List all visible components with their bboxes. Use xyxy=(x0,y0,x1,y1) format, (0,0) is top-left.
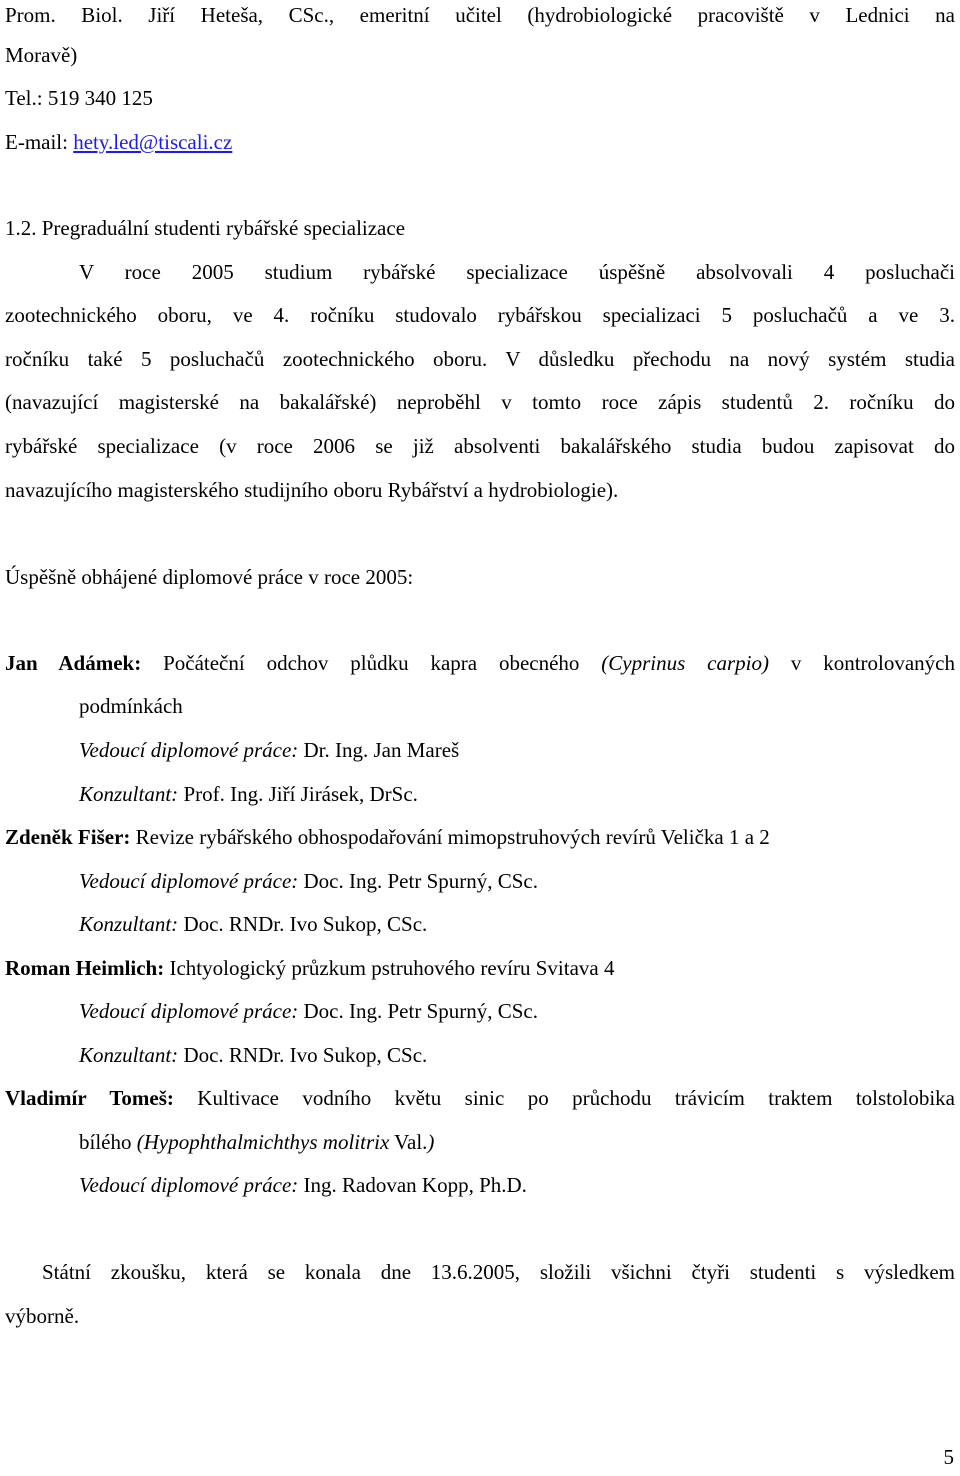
email-link[interactable]: hety.led@tiscali.cz xyxy=(73,130,233,154)
supervisor-label: Vedoucí diplomové práce: xyxy=(79,1173,299,1197)
thesis-4-title-line xyxy=(5,1086,955,1110)
consultant-label: Konzultant: xyxy=(79,782,179,806)
contact-line-2: Moravě) xyxy=(5,43,78,67)
thesis-4-title-cont-a: bílého xyxy=(79,1130,137,1154)
thesis-1-title-line xyxy=(5,651,955,675)
consultant-name: Doc. RNDr. Ivo Sukop, CSc. xyxy=(178,912,428,936)
supervisor-label: Vedoucí diplomové práce: xyxy=(79,738,299,762)
paragraph-line-2: zootechnického oboru, ve 4. ročníku studovalo rybářskou specializaci 5 posluchačů a ve 3. xyxy=(5,303,955,327)
supervisor-name: Ing. Radovan Kopp, Ph.D. xyxy=(298,1173,527,1197)
exam-line-1: Státní zkoušku, která se konala dne 13.6.2005, složili všichni čtyři studenti s výsledkem xyxy=(42,1260,955,1284)
paragraph-line-1: V roce 2005 studium rybářské specializace úspěšně absolvovali 4 posluchači xyxy=(79,260,955,284)
email-label: E-mail: xyxy=(5,130,74,154)
thesis-3-title-line xyxy=(5,956,955,980)
page-number: 5 xyxy=(943,1445,954,1469)
supervisor-name: Doc. Ing. Petr Spurný, CSc. xyxy=(298,999,539,1023)
thesis-1-consultant xyxy=(79,782,955,806)
thesis-1-title-italic: (Cyprinus carpio) xyxy=(601,651,769,675)
thesis-2-supervisor xyxy=(79,869,955,893)
contact-line-1: Prom. Biol. Jiří Heteša, CSc., emeritní učitel (hydrobiologické pracoviště v Lednici na xyxy=(5,3,955,27)
supervisor-label: Vedoucí diplomové práce: xyxy=(79,999,299,1023)
paragraph-line-3: ročníku také 5 posluchačů zootechnického oboru. V důsledku přechodu na nový systém studia xyxy=(5,347,955,371)
supervisor-label: Vedoucí diplomové práce: xyxy=(79,869,299,893)
paragraph-line-6: navazujícího magisterského studijního oboru Rybářství a hydrobiologie). xyxy=(5,478,619,502)
thesis-1-title-cont: podmínkách xyxy=(79,694,183,718)
supervisor-name: Dr. Ing. Jan Mareš xyxy=(298,738,460,762)
thesis-3-supervisor xyxy=(79,999,955,1023)
thesis-3-title-a: Ichtyologický průzkum pstruhového revíru Svitava 4 xyxy=(164,956,615,980)
thesis-2-title-line xyxy=(5,825,955,849)
thesis-2-author: Zdeněk Fišer: xyxy=(5,825,131,849)
thesis-1-supervisor xyxy=(79,738,955,762)
supervisor-name: Doc. Ing. Petr Spurný, CSc. xyxy=(298,869,539,893)
thesis-4-title-cont xyxy=(79,1130,955,1154)
thesis-1-author: Jan Adámek: xyxy=(5,651,142,675)
thesis-1-title-a: Počáteční odchov plůdku kapra obecného xyxy=(141,651,602,675)
paragraph-line-4: (navazující magisterské na bakalářské) neproběhl v tomto roce zápis studentů 2. ročníku do xyxy=(5,390,955,414)
thesis-4-author: Vladimír Tomeš: xyxy=(5,1086,174,1110)
contact-email-row xyxy=(5,130,955,154)
consultant-name: Doc. RNDr. Ivo Sukop, CSc. xyxy=(178,1043,428,1067)
thesis-4-supervisor xyxy=(79,1173,955,1197)
section-heading: 1.2. Pregraduální studenti rybářské specializace xyxy=(5,216,406,240)
paragraph-line-5: rybářské specializace (v roce 2006 se již absolventi bakalářského studia budou zapisovat do xyxy=(5,434,955,458)
thesis-3-consultant xyxy=(79,1043,955,1067)
thesis-3-author: Roman Heimlich: xyxy=(5,956,165,980)
thesis-4-title-cont-italic2: ) xyxy=(427,1130,435,1154)
consultant-label: Konzultant: xyxy=(79,1043,179,1067)
exam-line-2: výborně. xyxy=(5,1304,80,1328)
thesis-4-title-cont-italic: (Hypophthalmichthys molitrix xyxy=(136,1130,390,1154)
theses-title: Úspěšně obhájené diplomové práce v roce 2005: xyxy=(5,565,414,589)
thesis-2-title-a: Revize rybářského obhospodařování mimopstruhových revírů Velička 1 a 2 xyxy=(130,825,770,849)
thesis-2-consultant xyxy=(79,912,955,936)
contact-phone: Tel.: 519 340 125 xyxy=(5,86,153,110)
consultant-name: Prof. Ing. Jiří Jirásek, DrSc. xyxy=(178,782,418,806)
thesis-1-title-b: v kontrolovaných xyxy=(768,651,955,675)
thesis-4-title-a: Kultivace vodního květu sinic po průchodu trávicím traktem tolstolobika xyxy=(173,1086,956,1110)
consultant-label: Konzultant: xyxy=(79,912,179,936)
thesis-4-title-cont-b: Val. xyxy=(389,1130,428,1154)
